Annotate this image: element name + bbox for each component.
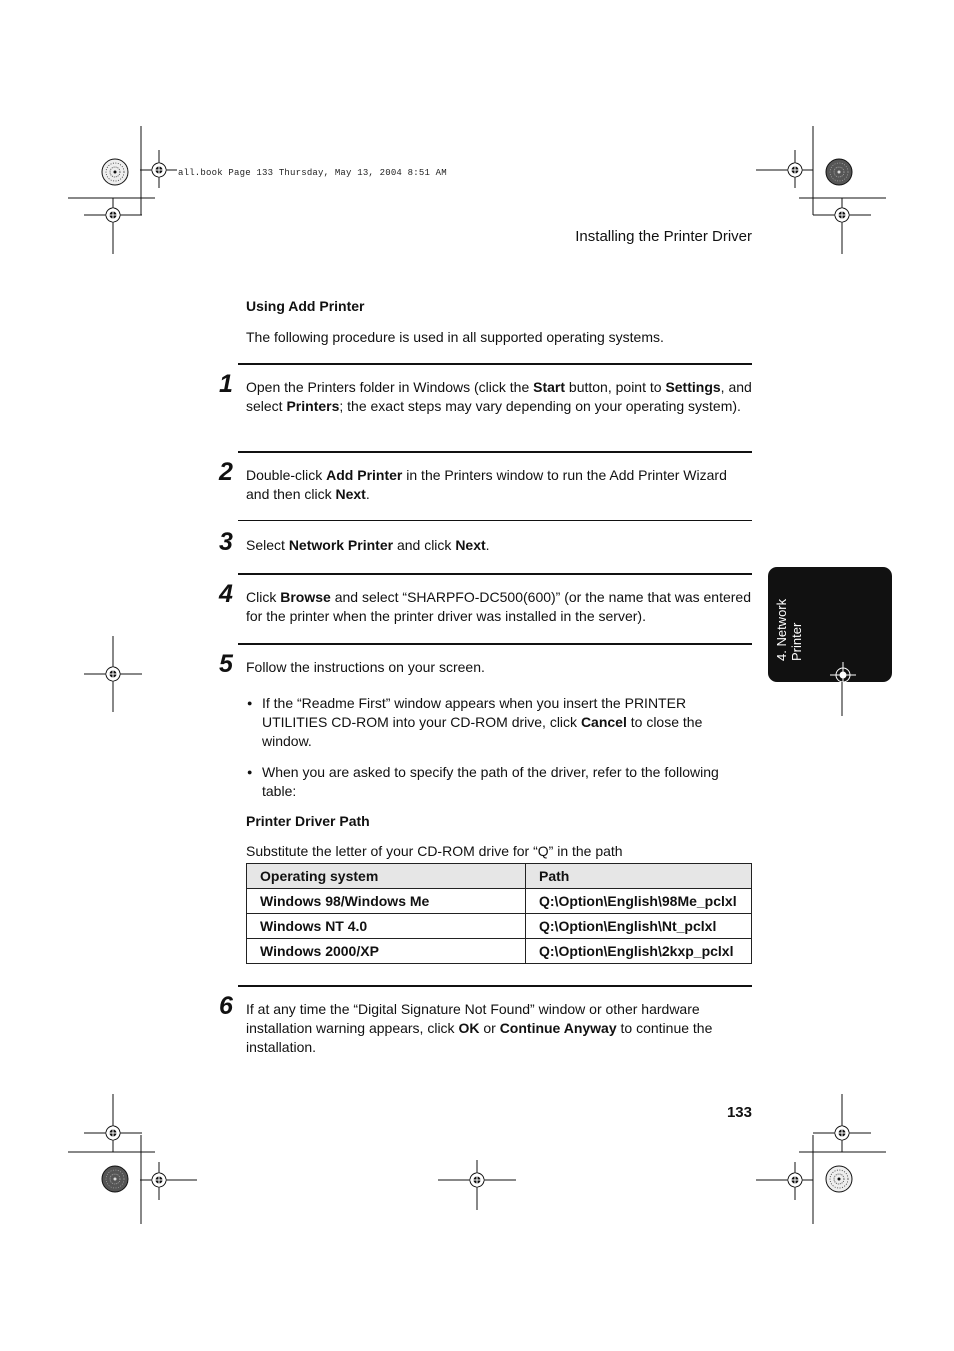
table-cell: Q:\Option\English\Nt_pclxl	[526, 914, 752, 939]
step-text	[246, 466, 752, 504]
table-caption: Substitute the letter of your CD-ROM drive for “Q” in the path	[246, 843, 623, 859]
table-header-cell: Operating system	[247, 864, 526, 889]
table-title: Printer Driver Path	[246, 813, 370, 829]
table-cell: Windows 2000/XP	[247, 939, 526, 964]
table-row	[247, 914, 752, 939]
tab-registration-mark	[830, 662, 856, 688]
text-run: or	[479, 1020, 500, 1036]
text-run: to close the window.	[262, 714, 703, 749]
step-text	[246, 378, 752, 416]
text-run: If at any time the “Digital Signature Not Found” window or other hardware installation warning appears, click	[246, 1001, 700, 1036]
bold-run: Cancel	[580, 714, 627, 730]
step-text	[246, 658, 752, 677]
step-number: 5	[219, 650, 233, 678]
text-run: in the Printers window to run the Add Printer Wizard and then click	[246, 467, 727, 502]
table-row	[247, 889, 752, 914]
text-run: Click	[246, 589, 281, 605]
chapter-tab-line: 4. Network	[774, 598, 789, 661]
bold-run: Continue Anyway	[499, 1020, 617, 1036]
step-divider	[238, 363, 752, 365]
step-divider	[238, 520, 752, 521]
bold-run: Next	[455, 537, 486, 553]
running-header: Installing the Printer Driver	[575, 228, 752, 245]
section-title: Using Add Printer	[246, 298, 365, 314]
text-run: .	[365, 486, 370, 502]
table-cell: Q:\Option\English\2kxp_pclxl	[526, 939, 752, 964]
text-run: button, point to	[565, 379, 666, 395]
bold-run: Network Printer	[288, 537, 394, 553]
intro-text: The following procedure is used in all supported operating systems.	[246, 329, 664, 345]
text-run: Open the Printers folder in Windows (click the	[246, 379, 534, 395]
bold-run: OK	[458, 1020, 480, 1036]
driver-path-table	[246, 863, 752, 964]
chapter-tab-label	[774, 541, 804, 661]
bold-run: Next	[335, 486, 366, 502]
step-text	[246, 588, 752, 626]
tab-crop-line	[841, 636, 843, 716]
step-divider	[238, 573, 752, 575]
bullet-icon: ●	[247, 767, 253, 777]
bold-run: Browse	[280, 589, 331, 605]
text-run: .	[485, 537, 490, 553]
text-run: When you are asked to specify the path of the driver, refer to the following table:	[262, 764, 719, 799]
table-row	[247, 939, 752, 964]
text-run: and click	[393, 537, 456, 553]
bullet-text	[262, 763, 752, 801]
table-cell: Windows 98/Windows Me	[247, 889, 526, 914]
page-number: 133	[726, 1104, 752, 1121]
text-run: Select	[246, 537, 289, 553]
step-number: 3	[219, 528, 233, 556]
print-slug: all.book Page 133 Thursday, May 13, 2004 8:51 AM	[178, 168, 447, 178]
table-header-cell: Path	[526, 864, 752, 889]
text-run: If the “Readme First” window appears when you insert the PRINTER UTILITIES CD-ROM into your CD-ROM drive, click	[262, 695, 687, 730]
table-cell: Windows NT 4.0	[247, 914, 526, 939]
step-number: 6	[219, 992, 233, 1020]
step-text	[246, 536, 752, 555]
text-run: ; the exact steps may vary depending on your operating system).	[339, 398, 741, 414]
step-divider	[238, 985, 752, 987]
table-header-row	[247, 864, 752, 889]
bullet-text	[262, 694, 752, 751]
step-text	[246, 1000, 752, 1057]
text-run: Double-click	[246, 467, 327, 483]
text-run: to continue the installation.	[246, 1020, 713, 1055]
step-divider	[238, 451, 752, 453]
step-number: 2	[219, 458, 233, 486]
chapter-tab-line: Printer	[789, 622, 804, 661]
bullet-icon: ●	[247, 698, 253, 708]
step-number: 1	[219, 370, 233, 398]
bold-run: Add Printer	[326, 467, 403, 483]
text-run: , and select	[246, 379, 752, 414]
text-run: Follow the instructions on your screen.	[246, 659, 485, 675]
step-number: 4	[219, 580, 233, 608]
table-cell: Q:\Option\English\98Me_pclxl	[526, 889, 752, 914]
bold-run: Start	[533, 379, 566, 395]
text-run: and select “SHARPFO-DC500(600)” (or the name that was entered for the printer when the printer driver was installed in the server).	[246, 589, 751, 624]
step-divider	[238, 643, 752, 645]
bold-run: Settings	[665, 379, 721, 395]
bold-run: Printers	[286, 398, 340, 414]
